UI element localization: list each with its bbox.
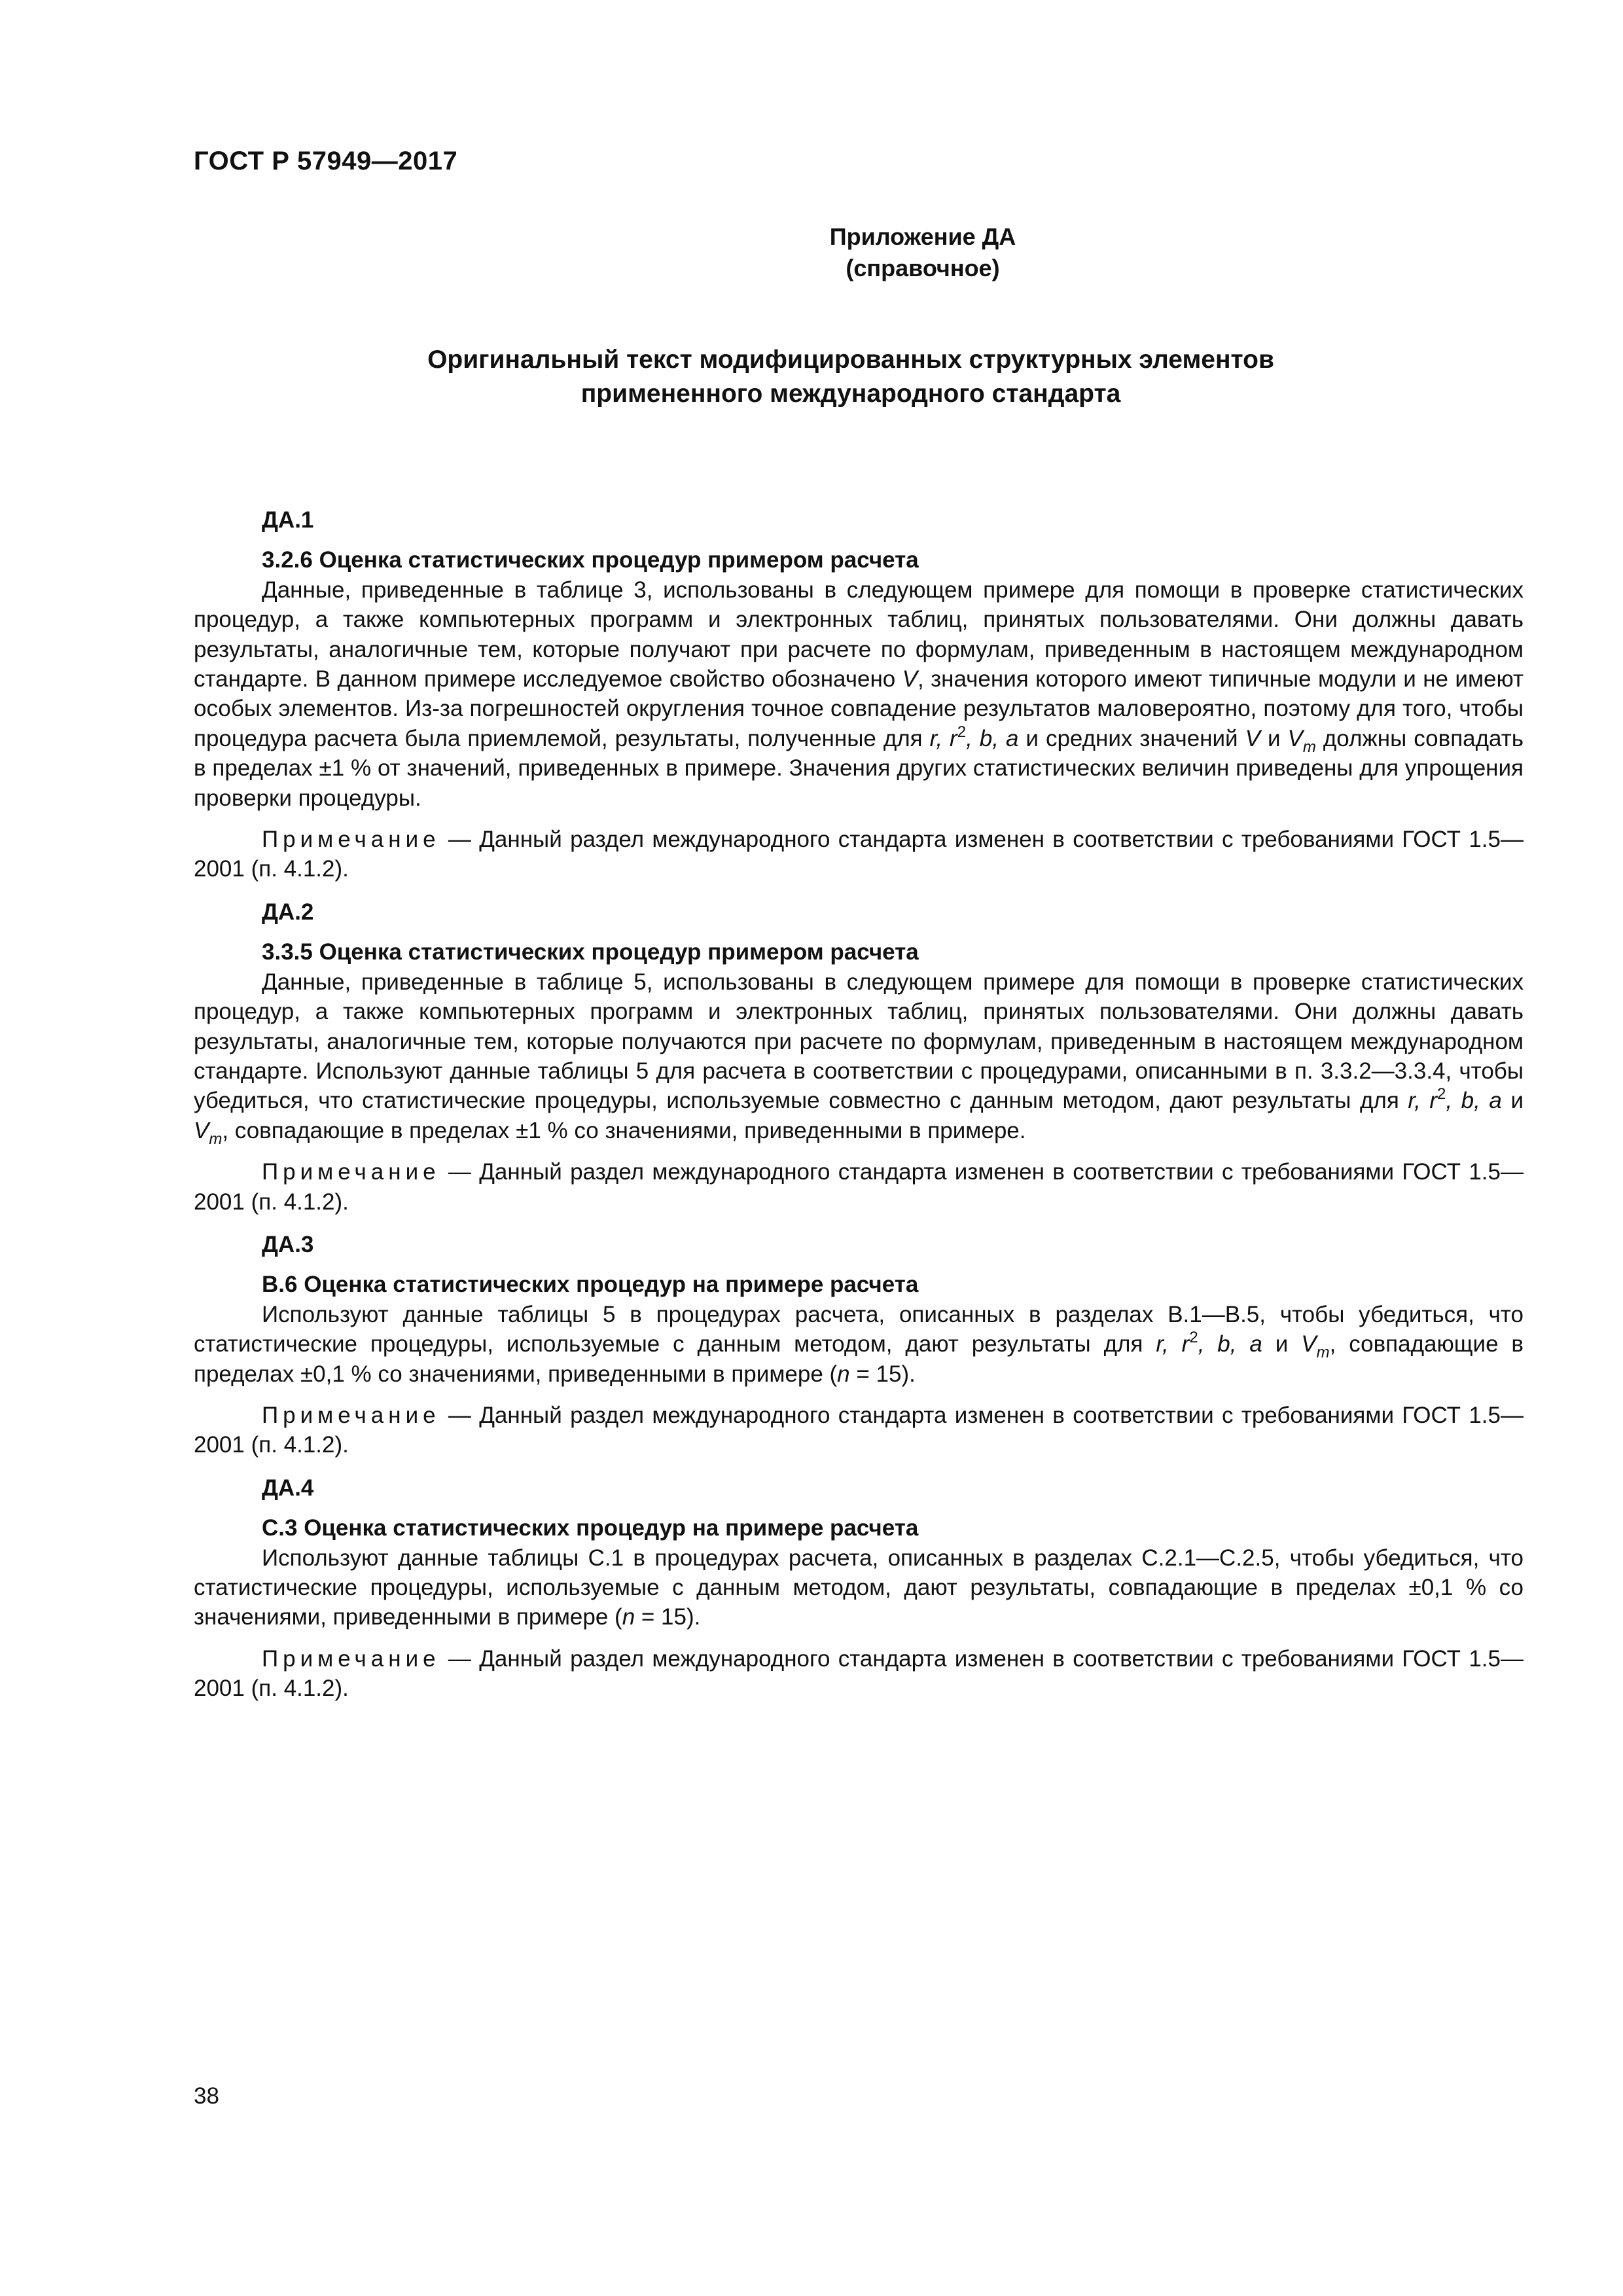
section-note bbox=[194, 825, 1524, 884]
note-text: — Данный раздел международного стандарта изменен в соответствии с требованиями ГОСТ 1.5—2001 (п. 4.1.2). bbox=[194, 827, 1524, 882]
section-heading: В.6 Оценка статистических процедур на примере расчета bbox=[262, 1272, 919, 1298]
note-label: Примечание bbox=[262, 1402, 440, 1428]
annex-label: Приложение ДА bbox=[829, 223, 1016, 250]
note-text: — Данный раздел международного стандарта изменен в соответствии с требованиями ГОСТ 1.5—2001 (п. 4.1.2). bbox=[194, 1402, 1524, 1458]
section-body: Данные, приведенные в таблице 5, использованы в следующем примере для помощи в проверке статистических процедур, а также компьютерных программ и электронных таблиц, принятых пользователями. Они должны давать результаты, аналогичные тем, которые получаются при расчете по формулам, приведенным в настоящем международном стандарте. Используют данные таблицы 5 для расчета в соответствии с процедурами, описанными в п. 3.3.2—3.3.4, чтобы убедиться, что статистические процедуры, используемые совместно с данным методом, дают результаты для r, $r^2$, b, a и $V_m$, совпадающие в пределах ±1 % со значениями, приведенными в примере. bbox=[194, 969, 1524, 1148]
section-id: ДА.1 bbox=[262, 507, 314, 533]
section-id: ДА.4 bbox=[262, 1475, 314, 1501]
document-code-header: ГОСТ Р 57949—2017 bbox=[194, 147, 458, 175]
section-body: Используют данные таблицы С.1 в процедурах расчета, описанных в разделах С.2.1—С.2.5, чтобы убедиться, что статистические процедуры, используемые с данным методом, дают результаты, совпадающие в пределах ±0,1 % со значениями, приведенными в примере (n = 15). bbox=[194, 1545, 1524, 1630]
annex-kind: (справочное) bbox=[846, 255, 1000, 281]
annex-heading bbox=[0, 221, 1623, 284]
section-da2 bbox=[194, 897, 1524, 1217]
annex-title-line-1: Оригинальный текст модифицированных структурных элементов bbox=[427, 346, 1274, 374]
annex-content bbox=[194, 505, 1524, 1704]
section-body: Используют данные таблицы 5 в процедурах расчета, описанных в разделах В.1—В.5, чтобы убедиться, что статистические процедуры, используемые с данным методом, дают результаты для r, $r^2$, b, a и $V_m$, совпадающие в пределах ±0,1 % со значениями, приведенными в примере (n = 15). bbox=[194, 1301, 1524, 1387]
section-id: ДА.2 bbox=[262, 899, 314, 925]
section-heading: С.3 Оценка статистических процедур на примере расчета bbox=[262, 1515, 919, 1541]
section-da1 bbox=[194, 505, 1524, 884]
page-number: 38 bbox=[194, 2083, 219, 2109]
annex-title bbox=[262, 343, 1440, 411]
section-note bbox=[194, 1401, 1524, 1460]
section-note bbox=[194, 1157, 1524, 1217]
note-text: — Данный раздел международного стандарта изменен в соответствии с требованиями ГОСТ 1.5—2001 (п. 4.1.2). bbox=[194, 1159, 1524, 1215]
note-label: Примечание bbox=[262, 827, 440, 853]
annex-title-line-2: примененного международного стандарта bbox=[580, 380, 1121, 408]
section-heading: 3.2.6 Оценка статистических процедур примером расчета bbox=[262, 547, 919, 573]
section-da3 bbox=[194, 1230, 1524, 1460]
section-heading: 3.3.5 Оценка статистических процедур примером расчета bbox=[262, 939, 919, 965]
note-label: Примечание bbox=[262, 1159, 440, 1185]
note-text: — Данный раздел международного стандарта изменен в соответствии с требованиями ГОСТ 1.5—2001 (п. 4.1.2). bbox=[194, 1645, 1524, 1702]
section-da4 bbox=[194, 1473, 1524, 1704]
section-id: ДА.3 bbox=[262, 1231, 314, 1257]
section-body: Данные, приведенные в таблице 3, использованы в следующем примере для помощи в проверке статистических процедур, а также компьютерных программ и электронных таблиц, принятых пользователями. Они должны давать результаты, аналогичные тем, которые получают при расчете по формулам, приведенным в настоящем международном стандарте. В данном примере исследуемое свойство обозначено V, значения которого имеют типичные модули и не имеют особых элементов. Из-за погрешностей округления точное совпадение результатов маловероятно, поэтому для того, чтобы процедура расчета была приемлемой, результаты, полученные для r, $r^2$, b, a и средних значений V и $V_m$ должны совпадать в пределах ±1 % от значений, приведенных в примере. Значения других статистических величин приведены для упрощения проверки процедуры. bbox=[194, 577, 1524, 811]
section-note bbox=[194, 1644, 1524, 1704]
note-label: Примечание bbox=[262, 1645, 440, 1672]
